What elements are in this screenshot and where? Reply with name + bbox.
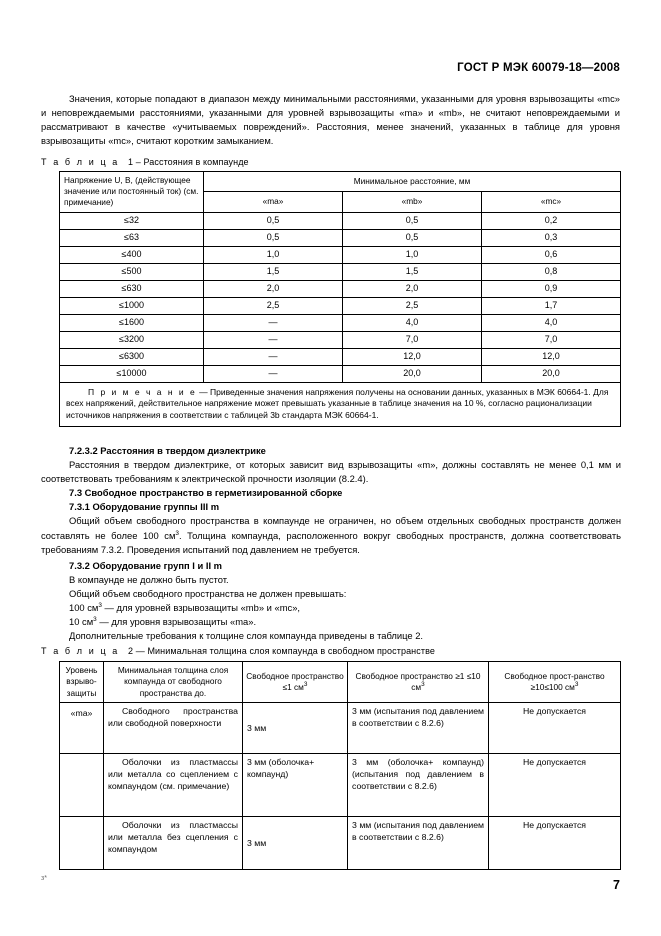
section-732-line5: Дополнительные требования к толщине слоя компаунда приведены в таблице 2. bbox=[69, 630, 424, 642]
cell-space-le1: 3 мм bbox=[243, 816, 348, 869]
cell-level bbox=[60, 753, 104, 816]
table2-header-space-le1-sup: 3 bbox=[303, 681, 308, 689]
cell-space-10-100: Не допускается bbox=[489, 753, 621, 816]
table1-caption-label: Т а б л и ц а bbox=[41, 157, 120, 167]
cell-mb: 1,0 bbox=[343, 246, 482, 263]
table-minimum-compound-thickness bbox=[59, 661, 621, 870]
cell-ma: — bbox=[204, 314, 343, 331]
table2-header-row bbox=[60, 662, 621, 703]
sections-block bbox=[41, 444, 621, 643]
table2-caption-number: 2 bbox=[128, 646, 134, 656]
table1-note-text: — Приведенные значения напряжения получены на основании данных, указанных в МЭК 60664-1. Для всех напряжений, действительное напряжение может превышать указанные в таблице значения на 10 %, согласно рационализации источников напряжения в соответствии с таблицей 3b стандарта МЭК 60664-1. bbox=[66, 386, 609, 420]
table-distances-in-compound bbox=[59, 171, 621, 427]
cell-voltage: ≤630 bbox=[60, 280, 204, 297]
table-row bbox=[60, 229, 621, 246]
table2-wrapper bbox=[59, 661, 621, 870]
section-732-line4-b: — для уровня взрывозащиты «ma». bbox=[96, 616, 257, 628]
cell-space-10-100: Не допускается bbox=[489, 816, 621, 869]
table-row bbox=[60, 297, 621, 314]
cell-mb: 2,0 bbox=[343, 280, 482, 297]
table1-caption-dash: – bbox=[135, 157, 141, 167]
cell-mb: 7,0 bbox=[343, 331, 482, 348]
section-732-line3 bbox=[41, 601, 621, 615]
section-732-line3-superscript: 3 bbox=[98, 601, 102, 609]
section-731-text bbox=[41, 514, 621, 556]
cell-ma: — bbox=[204, 348, 343, 365]
cell-ma: 1,5 bbox=[204, 263, 343, 280]
table1-wrapper bbox=[59, 171, 621, 427]
cell-mb: 0,5 bbox=[343, 212, 482, 229]
cell-mc: 0,8 bbox=[482, 263, 621, 280]
cell-voltage: ≤3200 bbox=[60, 331, 204, 348]
cell-space-le1: 3 мм (оболочка+ компаунд) bbox=[243, 753, 348, 816]
cell-mc: 1,7 bbox=[482, 297, 621, 314]
cell-voltage: ≤6300 bbox=[60, 348, 204, 365]
table1-header-ma: «ma» bbox=[204, 192, 343, 212]
cell-mc: 4,0 bbox=[482, 314, 621, 331]
section-732-line4 bbox=[41, 615, 621, 629]
table1-note-label: П р и м е ч а н и е bbox=[88, 386, 197, 397]
cell-mb: 1,5 bbox=[343, 263, 482, 280]
table1-header-mb: «mb» bbox=[343, 192, 482, 212]
table2-header-space-10-100 bbox=[489, 662, 621, 703]
cell-thickness-desc: Оболочки из пластмассы или металла со сцеплением с компаундом (см. примечание) bbox=[104, 753, 243, 816]
table1-header-voltage: Напряжение U, В, (действующее значение или постоянный ток) (см. примечание) bbox=[60, 172, 204, 213]
cell-voltage: ≤1600 bbox=[60, 314, 204, 331]
cell-ma: 0,5 bbox=[204, 229, 343, 246]
section-732-line3-b: — для уровней взрывозащиты «mb» и «mc», bbox=[101, 602, 301, 614]
table2-header-space-10-100-text: Свободное прост-ранство ≥10≤100 см bbox=[504, 670, 605, 692]
table-row bbox=[60, 280, 621, 297]
cell-mb: 4,0 bbox=[343, 314, 482, 331]
table2-header-space-10-100-sup: 3 bbox=[574, 681, 579, 689]
section-7232-text: Расстояния в твердом диэлектрике, от которых зависит вид взрывозащиты «m», должны составлять не менее 0,1 мм и соответствовать требованиям к электрической прочности изоляции (8.2.4). bbox=[41, 459, 621, 485]
intro-paragraph: Значения, которые попадают в диапазон между минимальными расстояниями, указанными для уровня взрывозащиты «mc» и неповреждаемыми расстояниями, указанными для уровней взрывозащиты «ma» и «mb», не считают неповреждаемыми и рассматривают в качестве «учитываемых повреждений». Расстояния, менее значений, указанных в таблице для уровня взрывозащиты «mc», считают коротким замыканием. bbox=[41, 93, 620, 147]
section-732-line1: В компаунде не должно быть пустот. bbox=[69, 573, 229, 585]
section-7232-title: 7.2.3.2 Расстояния в твердом диэлектрике bbox=[69, 445, 266, 456]
table2-header-thickness: Минимальная толщина слоя компаунда от свободного пространства до. bbox=[104, 662, 243, 703]
section-731-title: 7.3.1 Оборудование группы III m bbox=[69, 501, 220, 513]
section-73-title: 7.3 Свободное пространство в герметизированной сборке bbox=[69, 487, 343, 499]
cell-voltage: ≤63 bbox=[60, 229, 204, 246]
cell-mb: 12,0 bbox=[343, 348, 482, 365]
cell-mc: 0,9 bbox=[482, 280, 621, 297]
table2-header-space-1-10-sup: 3 bbox=[421, 681, 425, 689]
cell-mb: 20,0 bbox=[343, 365, 482, 382]
section-732-line4-superscript: 3 bbox=[93, 616, 97, 623]
table2-header-space-1-10-text: Свободное пространство ≥1 ≤10 см bbox=[355, 670, 481, 692]
cell-ma: — bbox=[204, 331, 343, 348]
cell-voltage: ≤400 bbox=[60, 246, 204, 263]
section-732-line2: Общий объем свободного пространства не должен превышать: bbox=[69, 587, 347, 599]
section-732-title: 7.3.2 Оборудование групп I и II m bbox=[69, 559, 223, 571]
cell-voltage: ≤32 bbox=[60, 212, 204, 229]
cell-mc: 7,0 bbox=[482, 331, 621, 348]
table1-note-cell bbox=[60, 382, 621, 427]
standard-header-title: ГОСТ Р МЭК 60079-18—2008 bbox=[457, 62, 620, 74]
footer-signature: з* bbox=[41, 875, 47, 882]
table1-note-row bbox=[60, 382, 621, 427]
table2-header-space-1-10 bbox=[348, 662, 489, 703]
table1-caption bbox=[41, 156, 621, 169]
table-row bbox=[60, 753, 621, 816]
table1-caption-number: 1 bbox=[128, 157, 134, 167]
table2-caption-dash: — bbox=[135, 646, 145, 656]
table1-header-minimum-distance: Минимальное расстояние, мм bbox=[204, 172, 621, 192]
cell-ma: 2,0 bbox=[204, 280, 343, 297]
table-row bbox=[60, 246, 621, 263]
table-row bbox=[60, 212, 621, 229]
cell-ma: 2,5 bbox=[204, 297, 343, 314]
cell-mc: 0,2 bbox=[482, 212, 621, 229]
table1-header-mc: «mc» bbox=[482, 192, 621, 212]
cell-ma: 1,0 bbox=[204, 246, 343, 263]
intro-block bbox=[41, 92, 620, 148]
table2-header-space-le1 bbox=[243, 662, 348, 703]
table-row bbox=[60, 702, 621, 753]
table2-caption-label: Т а б л и ц а bbox=[41, 646, 120, 656]
cell-voltage: ≤10000 bbox=[60, 365, 204, 382]
cell-thickness-desc: Оболочки из пластмассы или металла без сцепления с компаундом bbox=[104, 816, 243, 869]
table-row bbox=[60, 365, 621, 382]
cell-mc: 12,0 bbox=[482, 348, 621, 365]
cell-ma: 0,5 bbox=[204, 212, 343, 229]
cell-level: «ma» bbox=[60, 702, 104, 753]
table2-header-space-le1-text: Свободное пространство ≤1 см bbox=[246, 670, 344, 692]
section-731-text-a: Общий объем свободного пространства в компаунде не ограничен, но объем отдельных свободных пространств должен составлять не более 100 см bbox=[41, 515, 621, 541]
cell-space-10-100: Не допускается bbox=[489, 702, 621, 753]
table-row bbox=[60, 816, 621, 869]
section-732-line3-a: 100 см bbox=[69, 602, 99, 614]
section-731-text-b: . Толщина компаунда, расположенного вокруг свободных пространств, должна соответствовать требованиям 7.3.2. Проведения испытаний под давлением не требуется. bbox=[41, 529, 621, 555]
cell-mb: 0,5 bbox=[343, 229, 482, 246]
section-732-line4-a: 10 см bbox=[69, 616, 94, 628]
cell-space-1-10: 3 мм (оболочка+ компаунд) (испытания под давлением в соответствии с 8.2.6) bbox=[348, 753, 489, 816]
cell-space-1-10: 3 мм (испытания под давлением в соответствии с 8.2.6) bbox=[348, 816, 489, 869]
cell-voltage: ≤1000 bbox=[60, 297, 204, 314]
table1-header-row-1 bbox=[60, 172, 621, 192]
table2-caption bbox=[41, 645, 621, 658]
cell-mc: 20,0 bbox=[482, 365, 621, 382]
cell-mc: 0,3 bbox=[482, 229, 621, 246]
table1-caption-text: Расстояния в компаунде bbox=[143, 157, 249, 167]
cell-ma: — bbox=[204, 365, 343, 382]
cell-voltage: ≤500 bbox=[60, 263, 204, 280]
cell-mc: 0,6 bbox=[482, 246, 621, 263]
cell-space-le1: 3 мм bbox=[243, 702, 348, 753]
table-row bbox=[60, 331, 621, 348]
table-row bbox=[60, 314, 621, 331]
section-731-superscript: 3 bbox=[175, 529, 179, 537]
cell-space-1-10: 3 мм (испытания под давлением в соответствии с 8.2.6) bbox=[348, 702, 489, 753]
table-row bbox=[60, 263, 621, 280]
table2-header-level: Уровень взрыво-защиты bbox=[60, 662, 104, 703]
table2-caption-text: Минимальная толщина слоя компаунда в свободном пространстве bbox=[147, 646, 435, 656]
cell-mb: 2,5 bbox=[343, 297, 482, 314]
cell-level bbox=[60, 816, 104, 869]
page-number: 7 bbox=[613, 878, 620, 892]
cell-thickness-desc: Свободного пространства или свободной поверхности bbox=[104, 702, 243, 753]
table-row bbox=[60, 348, 621, 365]
